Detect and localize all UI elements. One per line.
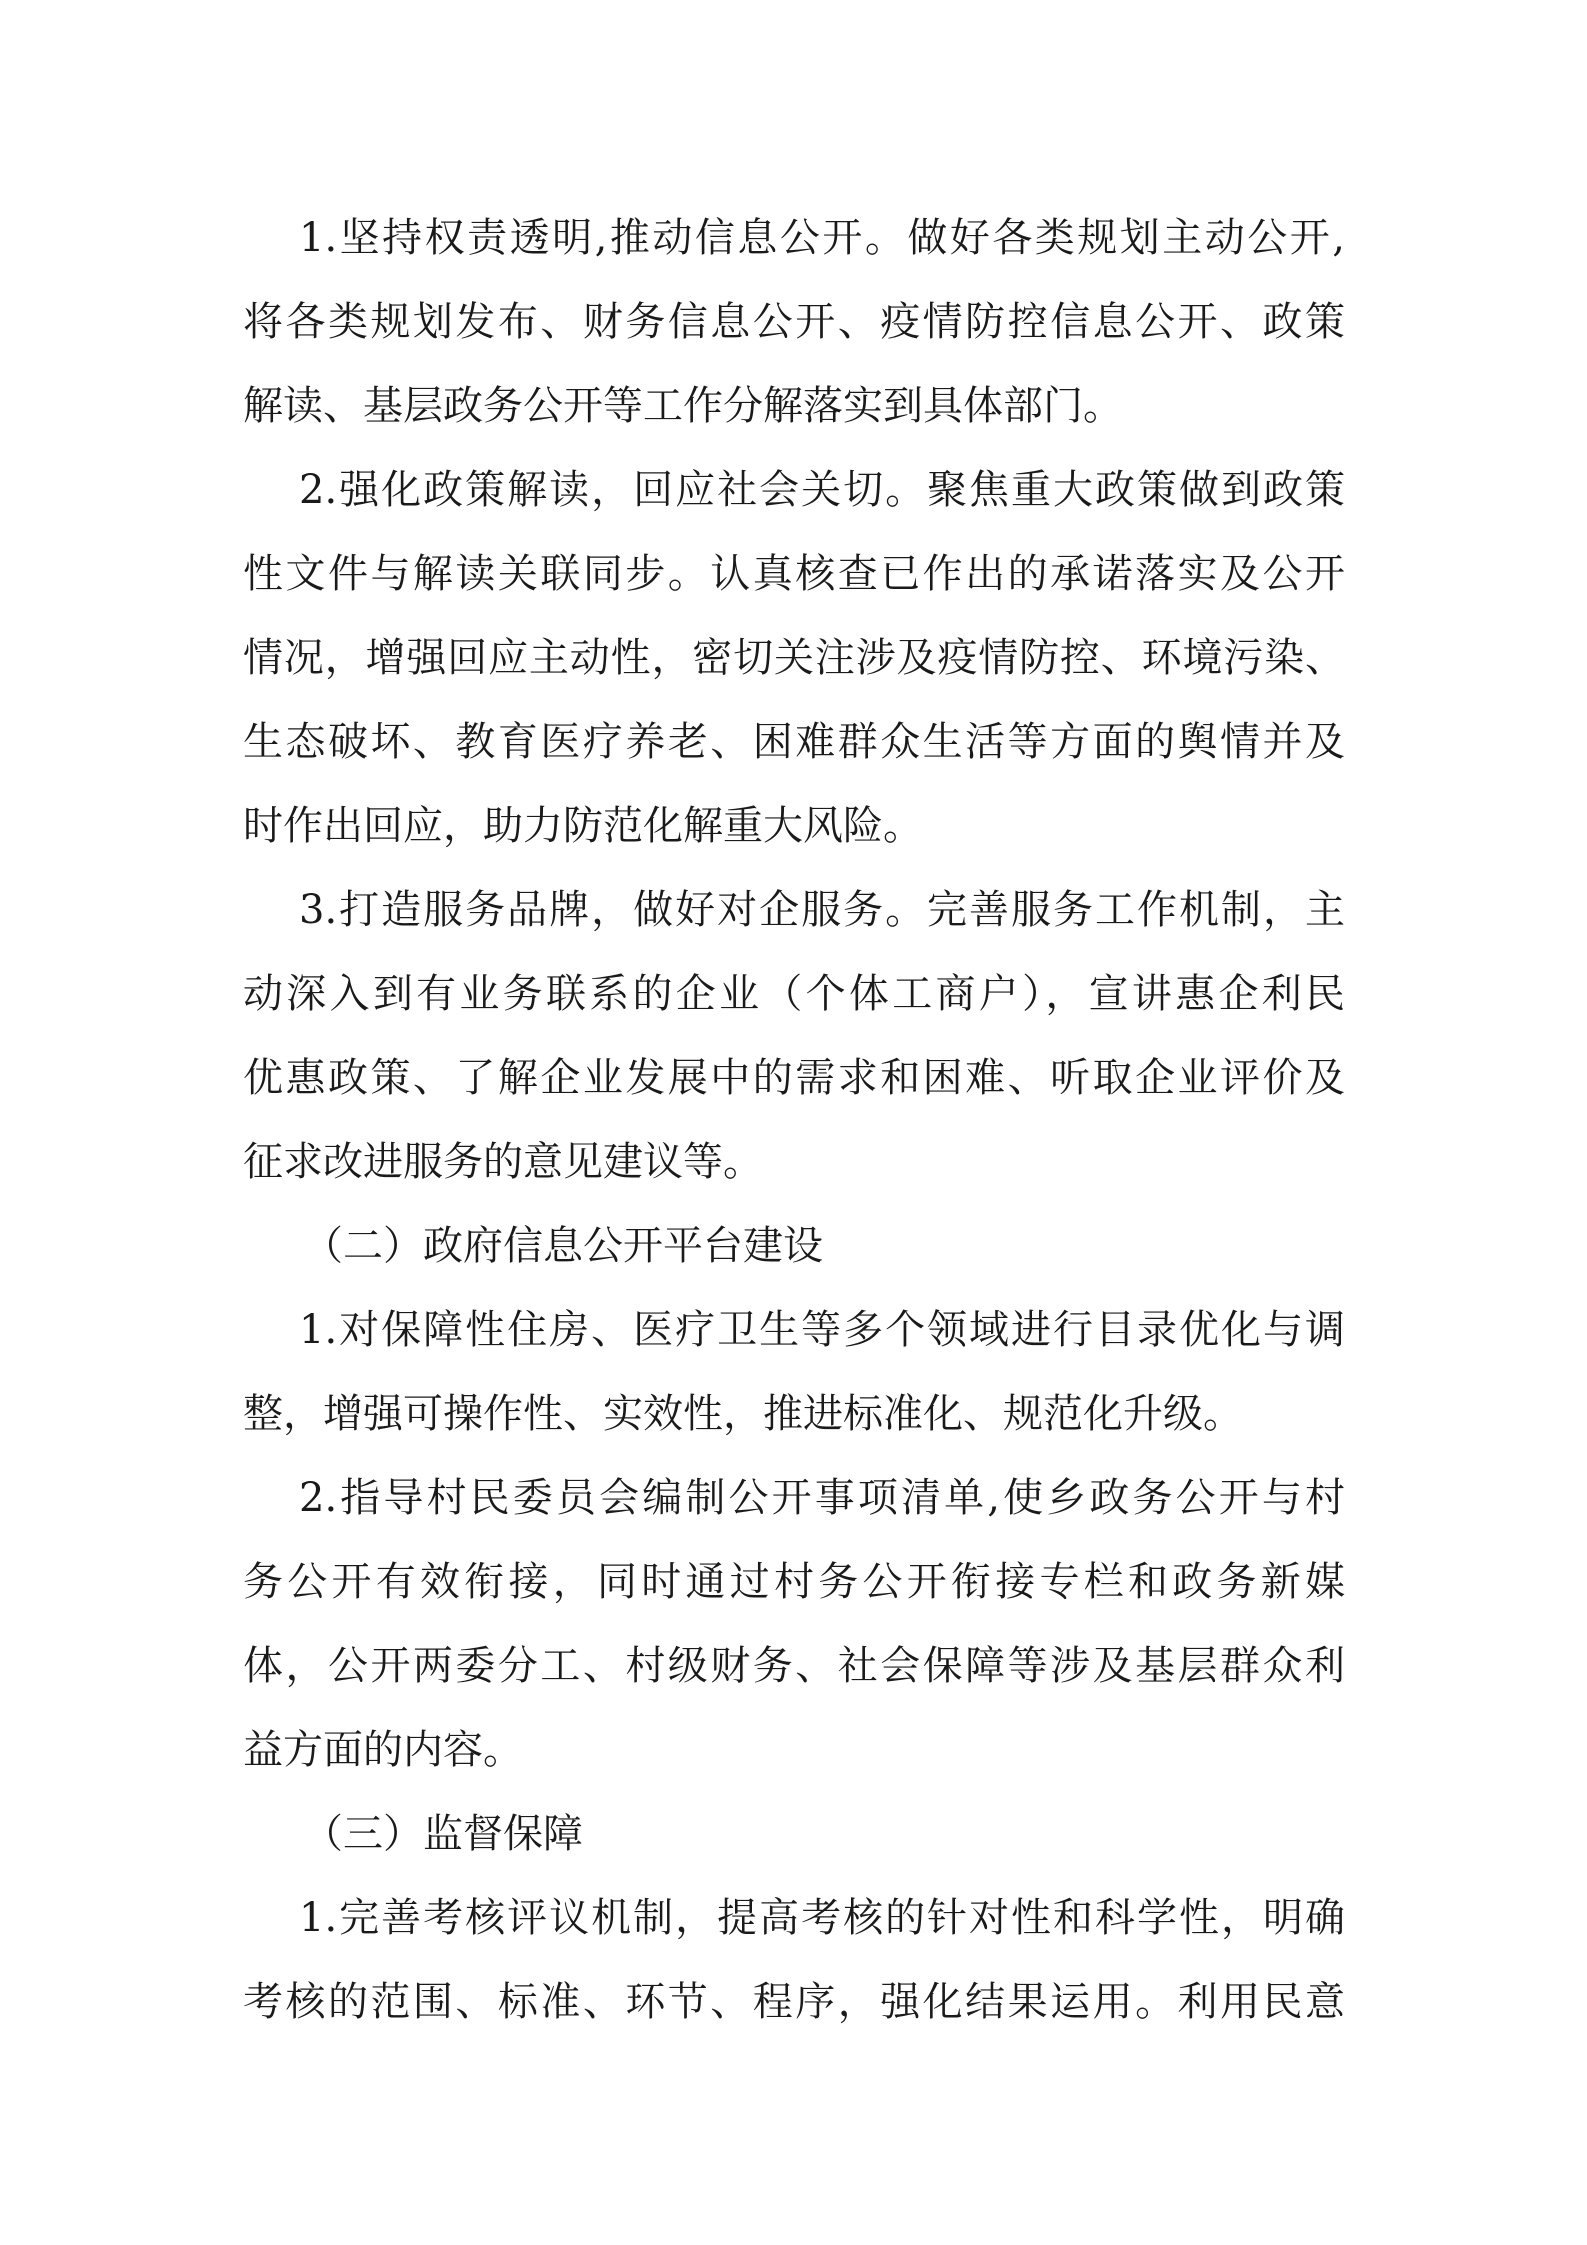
paragraph-item-1-assessment-mechanism	[243, 1876, 1345, 2044]
section-heading-text: （二）政府信息公开平台建设	[303, 1223, 823, 1269]
paragraph-item-1-transparency	[243, 196, 1345, 448]
text-line: 解读、基层政务公开等工作分解落实到具体部门。	[243, 383, 1123, 429]
section-heading-text: （三）监督保障	[303, 1811, 583, 1857]
section-heading-platform-construction	[243, 1204, 1345, 1288]
text-line: 1.对保障性住房、医疗卫生等多个领域进行目录优化与调	[299, 1307, 1345, 1353]
text-line: 优惠政策、了解企业发展中的需求和困难、听取企业评价及	[243, 1055, 1345, 1101]
text-line: 3.打造服务品牌，做好对企服务。完善服务工作机制，主	[299, 887, 1345, 933]
section-heading-supervision	[243, 1792, 1345, 1876]
text-line: 生态破坏、教育医疗养老、困难群众生活等方面的舆情并及	[243, 719, 1345, 765]
paragraph-item-2-village-disclosure	[243, 1456, 1345, 1792]
text-line: 务公开有效衔接，同时通过村务公开衔接专栏和政务新媒	[243, 1559, 1345, 1605]
text-line: 时作出回应，助力防范化解重大风险。	[243, 803, 923, 849]
text-line: 考核的范围、标准、环节、程序，强化结果运用。利用民意	[243, 1979, 1345, 2025]
text-line: 整，增强可操作性、实效性，推进标准化、规范化升级。	[243, 1391, 1243, 1437]
text-line: 2.强化政策解读，回应社会关切。聚焦重大政策做到政策	[299, 467, 1345, 513]
text-line: 1.完善考核评议机制，提高考核的针对性和科学性，明确	[299, 1895, 1345, 1941]
text-line: 2.指导村民委员会编制公开事项清单,使乡政务公开与村	[299, 1475, 1345, 1521]
text-line: 性文件与解读关联同步。认真核查已作出的承诺落实及公开	[243, 551, 1345, 597]
text-line: 动深入到有业务联系的企业（个体工商户），宣讲惠企利民	[243, 971, 1345, 1017]
text-line: 1.坚持权责透明,推动信息公开。做好各类规划主动公开,	[299, 215, 1345, 261]
text-line: 体，公开两委分工、村级财务、社会保障等涉及基层群众利	[243, 1643, 1345, 1689]
text-line: 情况，增强回应主动性，密切关注涉及疫情防控、环境污染、	[243, 635, 1345, 681]
paragraph-item-2-policy-interpretation	[243, 448, 1345, 868]
paragraph-item-1-catalog-optimization	[243, 1288, 1345, 1456]
document-body	[243, 196, 1345, 2044]
text-line: 将各类规划发布、财务信息公开、疫情防控信息公开、政策	[243, 299, 1345, 345]
text-line: 益方面的内容。	[243, 1727, 523, 1773]
paragraph-item-3-enterprise-service	[243, 868, 1345, 1204]
text-line: 征求改进服务的意见建议等。	[243, 1139, 763, 1185]
